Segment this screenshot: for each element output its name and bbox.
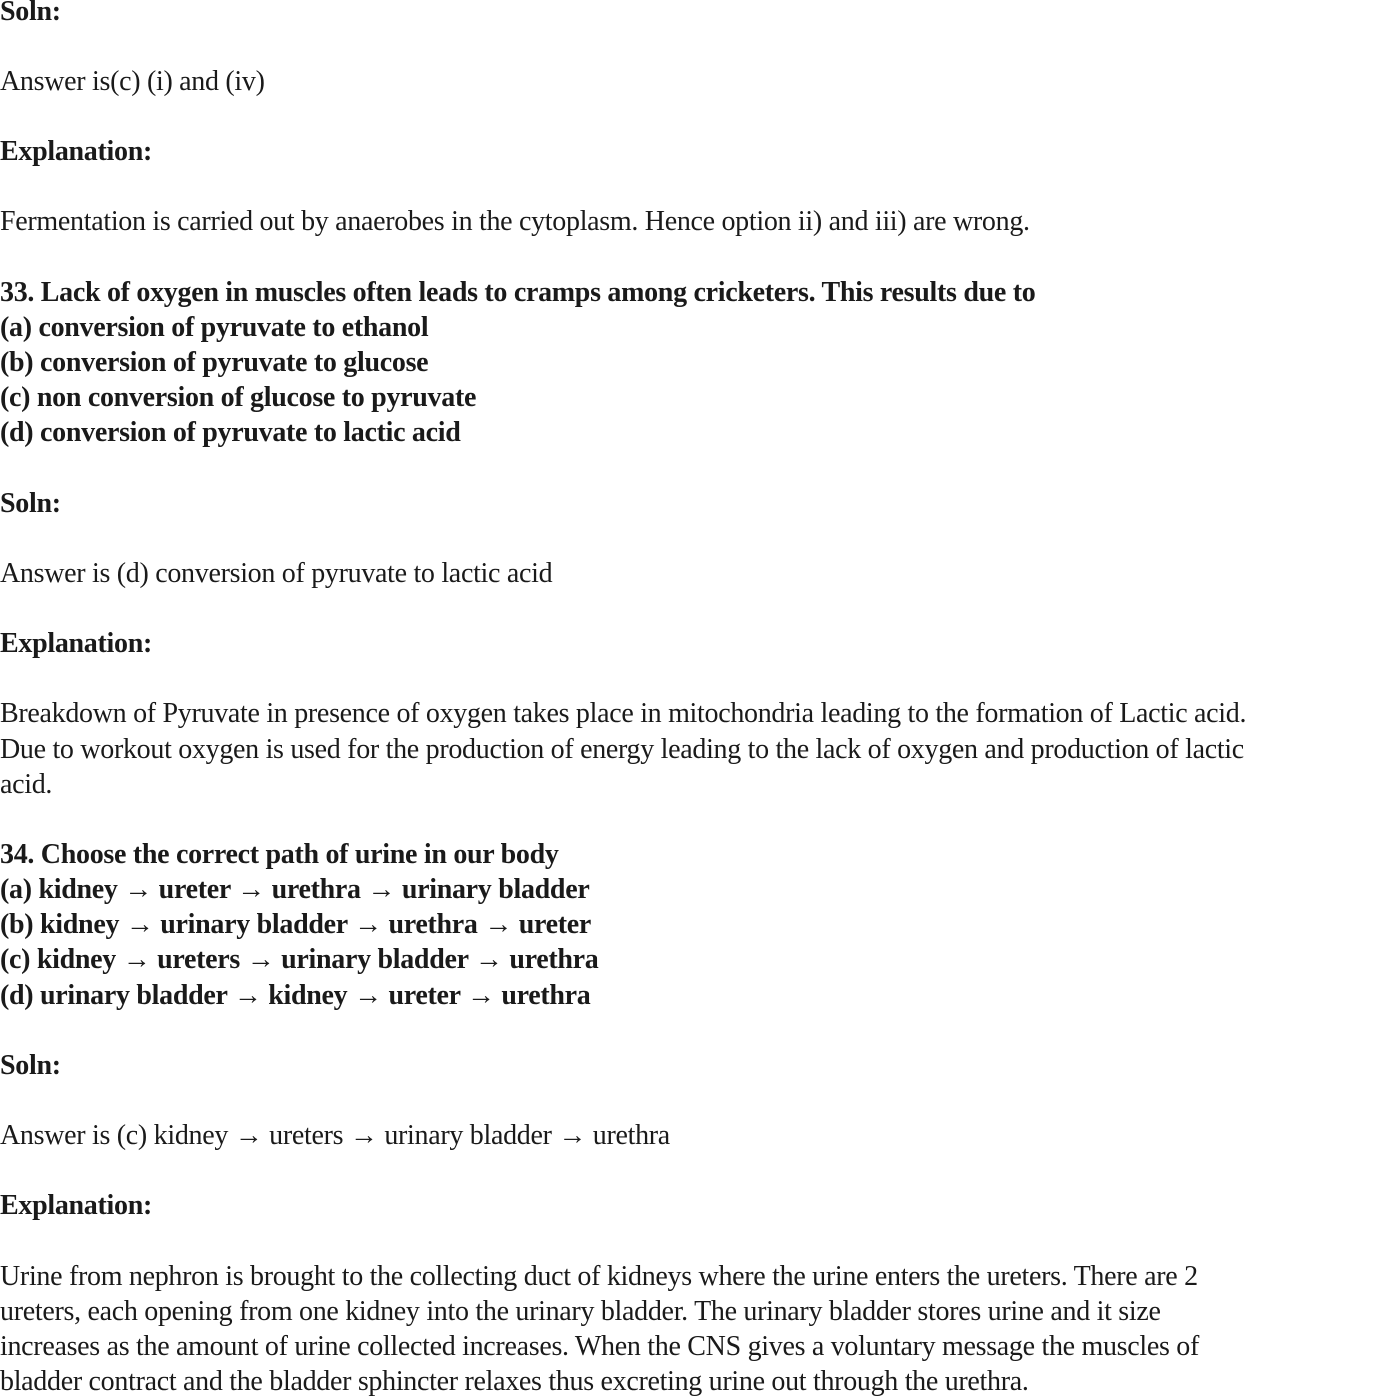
explanation-line: bladder contract and the bladder sphincter relaxes thus excreting urine out through the urethra. <box>0 1366 1029 1397</box>
option-c: (c) kidney → ureters → urinary bladder → urethra <box>0 944 599 975</box>
explanation-line: Breakdown of Pyruvate in presence of oxygen takes place in mitochondria leading to the formation of Lactic acid. <box>0 698 1247 729</box>
option-a: (a) kidney → ureter → urethra → urinary bladder <box>0 874 590 905</box>
soln-heading: Soln: <box>0 488 61 519</box>
soln-heading: Soln: <box>0 1050 61 1081</box>
answer-text: Answer is (d) conversion of pyruvate to lactic acid <box>0 558 553 589</box>
explanation-text: Fermentation is carried out by anaerobes in the cytoplasm. Hence option ii) and iii) are wrong. <box>0 206 1030 237</box>
option-c: (c) non conversion of glucose to pyruvate <box>0 382 477 413</box>
explanation-line: ureters, each opening from one kidney into the urinary bladder. The urinary bladder stores urine and it size <box>0 1296 1161 1327</box>
answer-text: Answer is (c) kidney → ureters → urinary bladder → urethra <box>0 1120 670 1151</box>
question-text: 34. Choose the correct path of urine in our body <box>0 839 559 870</box>
option-d: (d) urinary bladder → kidney → ureter → urethra <box>0 980 591 1011</box>
option-b: (b) kidney → urinary bladder → urethra → ureter <box>0 909 592 940</box>
explanation-line: increases as the amount of urine collected increases. When the CNS gives a voluntary message the muscles of <box>0 1331 1199 1362</box>
option-a: (a) conversion of pyruvate to ethanol <box>0 312 429 343</box>
question-text: 33. Lack of oxygen in muscles often leads to cramps among cricketers. This results due to <box>0 277 1036 308</box>
explanation-line: acid. <box>0 769 53 800</box>
answer-text: Answer is(c) (i) and (iv) <box>0 66 265 97</box>
explanation-heading: Explanation: <box>0 628 152 659</box>
soln-heading: Soln: <box>0 0 61 27</box>
explanation-heading: Explanation: <box>0 1190 152 1221</box>
option-b: (b) conversion of pyruvate to glucose <box>0 347 429 378</box>
explanation-line: Urine from nephron is brought to the collecting duct of kidneys where the urine enters the ureters. There are 2 <box>0 1261 1198 1292</box>
explanation-heading: Explanation: <box>0 136 152 167</box>
option-d: (d) conversion of pyruvate to lactic acid <box>0 417 461 448</box>
explanation-line: Due to workout oxygen is used for the production of energy leading to the lack of oxygen and production of lactic <box>0 734 1244 765</box>
